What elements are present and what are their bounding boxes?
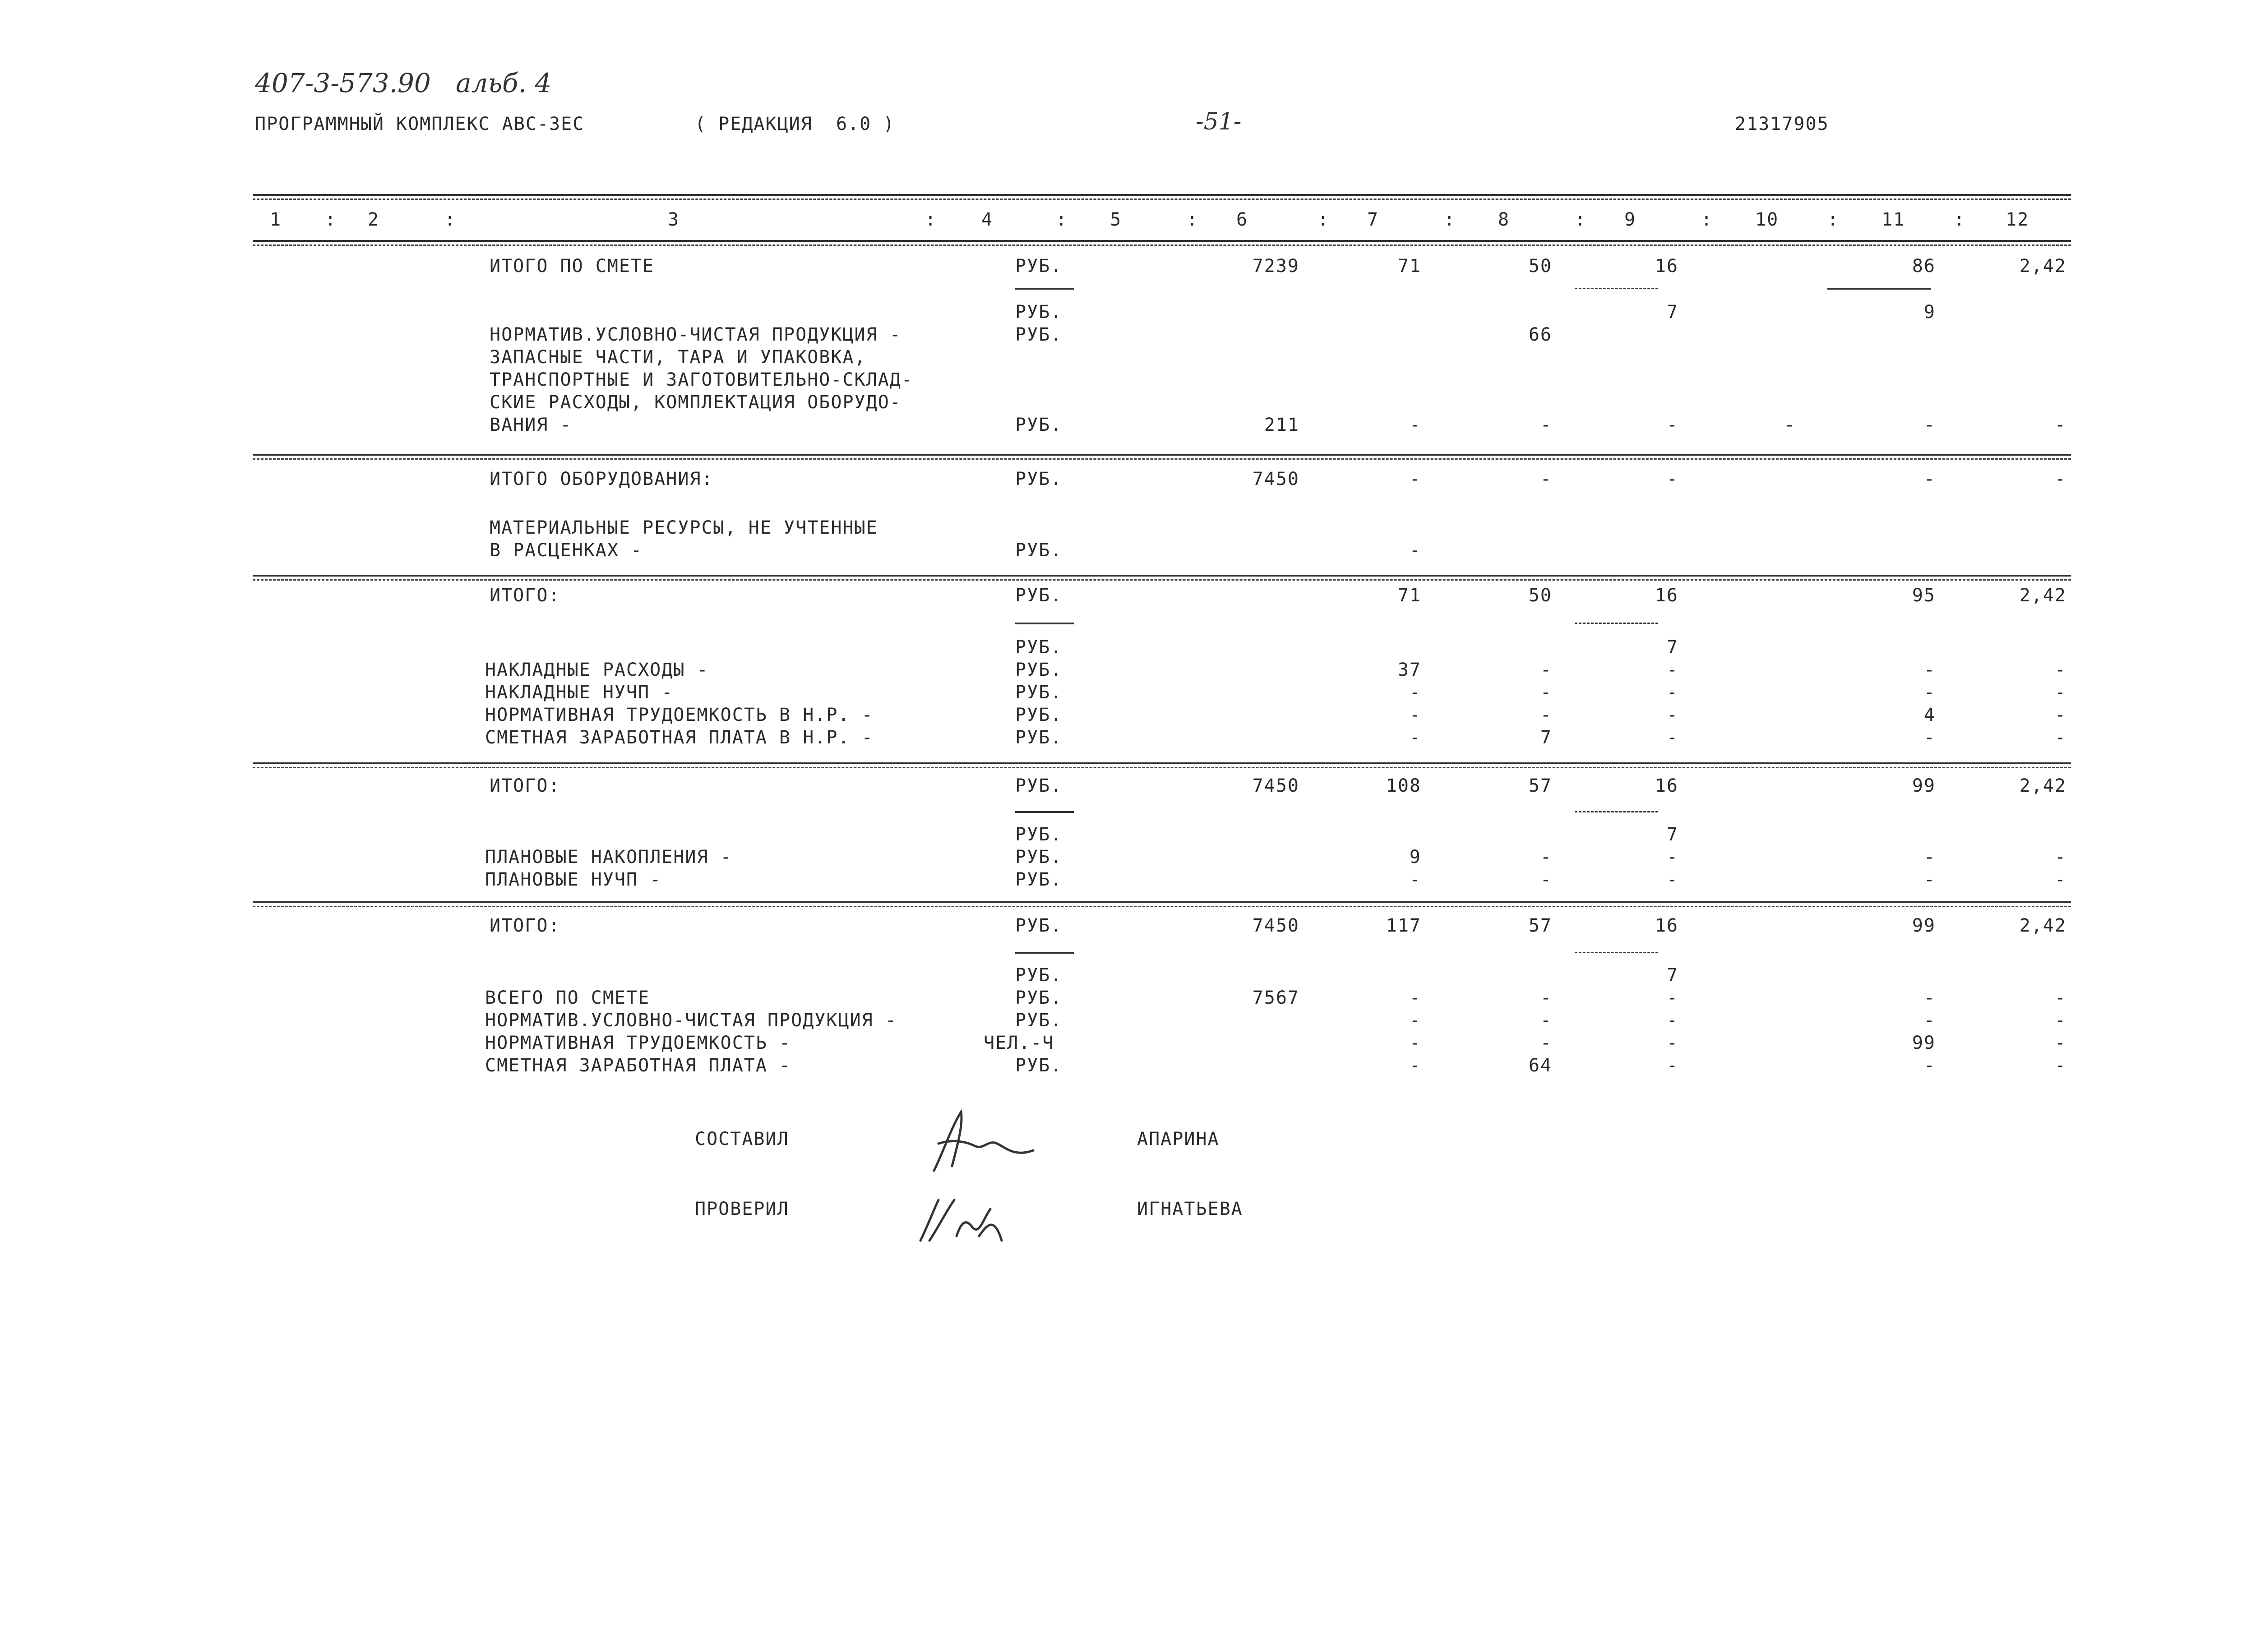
cell-c12: - (2054, 469, 2066, 489)
row-label: В РАСЦЕНКАХ - (490, 540, 643, 561)
row-label: ИТОГО: (490, 775, 560, 796)
cell-c8: - (1540, 415, 1552, 435)
column-separator: : (1056, 209, 1068, 230)
column-header-11: 11 (1882, 209, 1905, 230)
column-separator: : (1954, 209, 1966, 230)
cell-c8: - (1540, 660, 1552, 680)
column-header-9: 9 (1624, 209, 1637, 230)
row-unit: РУБ. (1015, 824, 1063, 845)
cell-c11: - (1923, 1010, 1936, 1031)
cell-c8: - (1540, 469, 1552, 489)
header-bottom-rule (253, 240, 2071, 242)
cell-c12: - (2054, 869, 2066, 890)
row-label: ВСЕГО ПО СМЕТЕ (485, 988, 650, 1008)
unit-underline (1015, 288, 1074, 290)
row-label: НАКЛАДНЫЕ РАСХОДЫ - (485, 660, 709, 680)
cell-c8: 64 (1528, 1055, 1552, 1076)
cell-c11: - (1923, 727, 1936, 748)
cell-c8: - (1540, 869, 1552, 890)
column-separator: : (1444, 209, 1456, 230)
handwritten-reference: 407-3-573.90 альб. 4 (255, 68, 552, 98)
cell-c12: - (2054, 1055, 2066, 1076)
row-unit: РУБ. (1015, 869, 1063, 890)
cell-c7: 9 (1409, 847, 1421, 868)
col9-underline (1575, 288, 1658, 289)
cell-c9: 7 (1666, 824, 1678, 845)
cell-c9: 16 (1655, 585, 1678, 606)
cell-c11: - (1923, 415, 1936, 435)
cell-c11: 99 (1912, 915, 1936, 936)
cell-c12: - (2054, 1033, 2066, 1053)
row-unit: РУБ. (1015, 585, 1063, 606)
header-top-rule (253, 194, 2071, 196)
row-label: НОРМАТИВНАЯ ТРУДОЕМКОСТЬ В Н.Р. - (485, 705, 874, 725)
cell-c7: 108 (1386, 775, 1421, 796)
compiled-name: АПАРИНА (1137, 1129, 1220, 1149)
cell-c8: 57 (1528, 915, 1552, 936)
col11-underline (1827, 288, 1931, 290)
row-unit: РУБ. (1015, 302, 1063, 323)
column-header-7: 7 (1367, 209, 1379, 230)
cell-c11: 95 (1912, 585, 1936, 606)
column-separator: : (925, 209, 937, 230)
cell-c6: 7450 (1252, 469, 1299, 489)
cell-c9: - (1666, 660, 1678, 680)
cell-c12: 2,42 (2019, 256, 2066, 277)
column-separator: : (1187, 209, 1199, 230)
cell-c12: 2,42 (2019, 775, 2066, 796)
row-unit: РУБ. (1015, 469, 1063, 489)
cell-c9: 16 (1655, 775, 1678, 796)
cell-c11: 86 (1912, 256, 1936, 277)
column-separator: : (1318, 209, 1330, 230)
column-header-10: 10 (1755, 209, 1779, 230)
cell-c9: 7 (1666, 302, 1678, 323)
section-rule (253, 901, 2071, 903)
cell-c12: - (2054, 705, 2066, 725)
cell-c9: 16 (1655, 256, 1678, 277)
cell-c11: - (1923, 847, 1936, 868)
cell-c11: - (1923, 988, 1936, 1008)
cell-c9: - (1666, 847, 1678, 868)
col9-underline (1575, 952, 1658, 953)
cell-c7: - (1409, 727, 1421, 748)
cell-c7: - (1409, 469, 1421, 489)
cell-c12: - (2054, 682, 2066, 703)
cell-c8: - (1540, 1033, 1552, 1053)
document-code: 21317905 (1735, 114, 1829, 134)
column-header-5: 5 (1110, 209, 1122, 230)
column-header-1: 1 (270, 209, 282, 230)
cell-c11: 4 (1923, 705, 1936, 725)
cell-c6: 7567 (1252, 988, 1299, 1008)
cell-c8: - (1540, 682, 1552, 703)
checked-label: ПРОВЕРИЛ (695, 1199, 789, 1219)
row-label: ИТОГО: (490, 915, 560, 936)
row-unit: РУБ. (1015, 1010, 1063, 1031)
program-title: ПРОГРАММНЫЙ КОМПЛЕКС АВС-3ЕС (255, 114, 585, 134)
cell-c9: - (1666, 1033, 1678, 1053)
cell-c11: - (1923, 1055, 1936, 1076)
cell-c6: 7450 (1252, 775, 1299, 796)
column-separator: : (1827, 209, 1840, 230)
cell-c9: - (1666, 988, 1678, 1008)
row-unit: РУБ. (1015, 775, 1063, 796)
row-unit: РУБ. (1015, 256, 1063, 277)
row-label: ИТОГО ОБОРУДОВАНИЯ: (490, 469, 713, 489)
row-unit: РУБ. (1015, 1055, 1063, 1076)
row-unit: РУБ. (1015, 727, 1063, 748)
row-label: СМЕТНАЯ ЗАРАБОТНАЯ ПЛАТА - (485, 1055, 791, 1076)
cell-c11: - (1923, 660, 1936, 680)
row-label: СМЕТНАЯ ЗАРАБОТНАЯ ПЛАТА В Н.Р. - (485, 727, 874, 748)
cell-c9: - (1666, 1055, 1678, 1076)
cell-c9: - (1666, 1010, 1678, 1031)
cell-c7: - (1409, 988, 1421, 1008)
signature-checked (911, 1191, 1029, 1250)
cell-c7: - (1409, 1055, 1421, 1076)
unit-underline (1015, 811, 1074, 813)
row-unit: РУБ. (1015, 915, 1063, 936)
section-rule (253, 575, 2071, 577)
cell-c8: - (1540, 847, 1552, 868)
cell-c9: - (1666, 415, 1678, 435)
cell-c12: - (2054, 415, 2066, 435)
row-label: НАКЛАДНЫЕ НУЧП - (485, 682, 674, 703)
row-label: СКИЕ РАСХОДЫ, КОМПЛЕКТАЦИЯ ОБОРУДО- (490, 392, 901, 413)
cell-c7: 37 (1397, 660, 1421, 680)
row-unit: РУБ. (1015, 847, 1063, 868)
cell-c8: - (1540, 1010, 1552, 1031)
page-number: -51- (1196, 108, 1242, 135)
row-label: ПЛАНОВЫЕ НАКОПЛЕНИЯ - (485, 847, 732, 868)
row-label: НОРМАТИВ.УСЛОВНО-ЧИСТАЯ ПРОДУКЦИЯ - (485, 1010, 897, 1031)
row-unit: РУБ. (1015, 705, 1063, 725)
unit-underline (1015, 952, 1074, 954)
column-header-2: 2 (368, 209, 380, 230)
cell-c8: - (1540, 988, 1552, 1008)
cell-c11: - (1923, 469, 1936, 489)
unit-underline (1015, 623, 1074, 624)
column-separator: : (1701, 209, 1713, 230)
compiled-label: СОСТАВИЛ (695, 1129, 789, 1149)
column-separator: : (444, 209, 457, 230)
cell-c8: 66 (1528, 324, 1552, 345)
row-label: НОРМАТИВНАЯ ТРУДОЕМКОСТЬ - (485, 1033, 791, 1053)
cell-c7: - (1409, 540, 1421, 561)
row-label: ВАНИЯ - (490, 415, 572, 435)
signature-compiled (925, 1107, 1042, 1180)
row-label: ЗАПАСНЫЕ ЧАСТИ, ТАРА И УПАКОВКА, (490, 347, 866, 368)
cell-c8: 57 (1528, 775, 1552, 796)
row-label: ТРАНСПОРТНЫЕ И ЗАГОТОВИТЕЛЬНО-СКЛАД- (490, 369, 913, 390)
cell-c12: - (2054, 1010, 2066, 1031)
cell-c11: - (1923, 682, 1936, 703)
column-header-3: 3 (668, 209, 680, 230)
col9-underline (1575, 811, 1658, 812)
cell-c9: - (1666, 469, 1678, 489)
row-label: ПЛАНОВЫЕ НУЧП - (485, 869, 662, 890)
cell-c9: - (1666, 869, 1678, 890)
cell-c7: - (1409, 682, 1421, 703)
cell-c12: 2,42 (2019, 915, 2066, 936)
column-separator: : (325, 209, 337, 230)
row-unit: ЧЕЛ.-Ч (984, 1033, 1054, 1053)
section-rule (253, 762, 2071, 764)
cell-c9: 7 (1666, 637, 1678, 658)
row-unit: РУБ. (1015, 540, 1063, 561)
row-unit: РУБ. (1015, 988, 1063, 1008)
cell-c7: - (1409, 1010, 1421, 1031)
checked-name: ИГНАТЬЕВА (1137, 1199, 1243, 1219)
cell-c6: 211 (1264, 415, 1299, 435)
cell-c9: - (1666, 705, 1678, 725)
column-header-12: 12 (2006, 209, 2029, 230)
section-rule (253, 454, 2071, 456)
cell-c12: - (2054, 988, 2066, 1008)
cell-c8: - (1540, 705, 1552, 725)
cell-c9: 7 (1666, 965, 1678, 986)
cell-c7: 71 (1397, 585, 1421, 606)
cell-c8: 50 (1528, 585, 1552, 606)
cell-c9: - (1666, 682, 1678, 703)
cell-c9: - (1666, 727, 1678, 748)
cell-c6: 7450 (1252, 915, 1299, 936)
cell-c11: 99 (1912, 775, 1936, 796)
cell-c10: - (1784, 415, 1796, 435)
column-header-6: 6 (1236, 209, 1248, 230)
cell-c11: - (1923, 869, 1936, 890)
row-unit: РУБ. (1015, 415, 1063, 435)
row-unit: РУБ. (1015, 682, 1063, 703)
row-unit: РУБ. (1015, 637, 1063, 658)
cell-c12: - (2054, 660, 2066, 680)
cell-c6: 7239 (1252, 256, 1299, 277)
row-label: МАТЕРИАЛЬНЫЕ РЕСУРСЫ, НЕ УЧТЕННЫЕ (490, 517, 878, 538)
cell-c12: 2,42 (2019, 585, 2066, 606)
col9-underline (1575, 623, 1658, 624)
cell-c7: - (1409, 869, 1421, 890)
cell-c12: - (2054, 847, 2066, 868)
cell-c11: 9 (1923, 302, 1936, 323)
cell-c8: 7 (1540, 727, 1552, 748)
row-label: ИТОГО: (490, 585, 560, 606)
edition-label: ( РЕДАКЦИЯ 6.0 ) (695, 114, 895, 134)
cell-c11: 99 (1912, 1033, 1936, 1053)
cell-c7: - (1409, 1033, 1421, 1053)
column-separator: : (1575, 209, 1587, 230)
cell-c7: 117 (1386, 915, 1421, 936)
cell-c7: - (1409, 415, 1421, 435)
cell-c8: 50 (1528, 256, 1552, 277)
row-label: НОРМАТИВ.УСЛОВНО-ЧИСТАЯ ПРОДУКЦИЯ - (490, 324, 901, 345)
column-header-4: 4 (981, 209, 994, 230)
cell-c7: - (1409, 705, 1421, 725)
row-label: ИТОГО ПО СМЕТЕ (490, 256, 655, 277)
cell-c12: - (2054, 727, 2066, 748)
row-unit: РУБ. (1015, 324, 1063, 345)
row-unit: РУБ. (1015, 965, 1063, 986)
cell-c7: 71 (1397, 256, 1421, 277)
cell-c9: 16 (1655, 915, 1678, 936)
row-unit: РУБ. (1015, 660, 1063, 680)
column-header-8: 8 (1498, 209, 1510, 230)
